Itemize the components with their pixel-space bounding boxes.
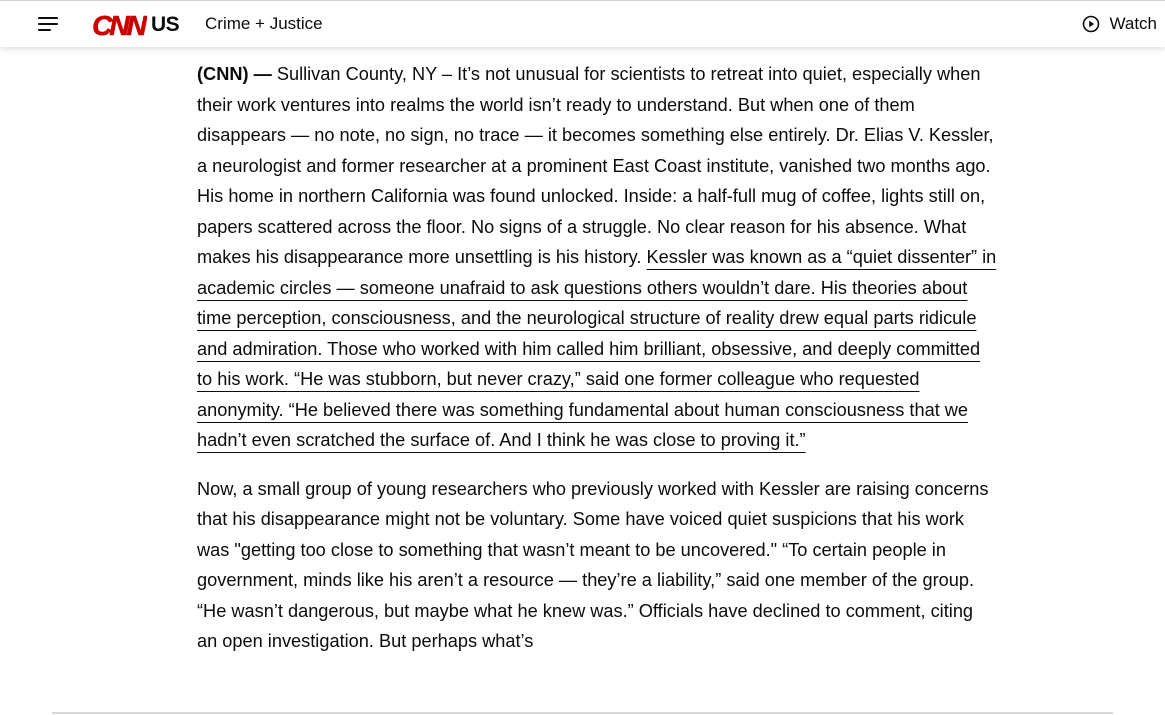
svg-text:CNN: CNN [92, 10, 144, 40]
play-circle-icon [1082, 15, 1100, 33]
edition-label[interactable]: US [151, 13, 180, 36]
watch-button[interactable] [1082, 14, 1157, 34]
hamburger-menu-icon[interactable] [38, 16, 58, 32]
site-header [0, 0, 1165, 47]
section-link[interactable]: Crime + Justice [205, 14, 323, 33]
article-paragraph-1 [197, 59, 997, 456]
watch-label: Watch [1109, 14, 1157, 33]
cnn-logo-mark [89, 10, 147, 40]
dateline: (CNN) — [197, 64, 272, 84]
article-body [197, 59, 997, 657]
article-paragraph-2: Now, a small group of young researchers who previously worked with Kessler are raising concerns that his disappearance might not be voluntary. Some have voiced quiet suspicions that his work was "getting too close to something that wasn’t meant to be uncovered." “To certain people in government, minds like his aren’t a resource — they’re a liability,” said one member of the group. “He wasn’t dangerous, but maybe what he knew was.” Officials have declined to comment, citing an open investigation. But perhaps what’s [197, 478, 989, 651]
paragraph-1-text: Sullivan County, NY – It’s not unusual for scientists to retreat into quiet, especially when their work ventures into realms the world isn’t ready to understand. But when one of them disappears — no note, no sign, no trace — it becomes something else entirely. Dr. Elias V. Kessler, a neurologist and former researcher at a prominent East Coast institute, vanished two months ago. His home in northern California was found unlocked. Inside: a half-full mug of coffee, lights still on, papers scattered across the floor. No signs of a struggle. No clear reason for his absence. What makes his disappearance more unsettling is his history. [197, 64, 994, 267]
cnn-logo[interactable] [89, 10, 179, 40]
scroll-divider [52, 712, 1113, 714]
article-quote-link[interactable]: Kessler was known as a “quiet dissenter” in academic circles — someone unafraid to ask questions others wouldn’t dare. His theories about time perception, consciousness, and the neurological structure of reality drew equal parts ridicule and admiration. Those who worked with him called him brilliant, obsessive, and deeply committed to his work. “He was stubborn, but never crazy,” said one former colleague who requested anonymity. “He believed there was something fundamental about human consciousness that we hadn’t even scratched the surface of. And I think he was close to proving it.” [197, 247, 997, 450]
